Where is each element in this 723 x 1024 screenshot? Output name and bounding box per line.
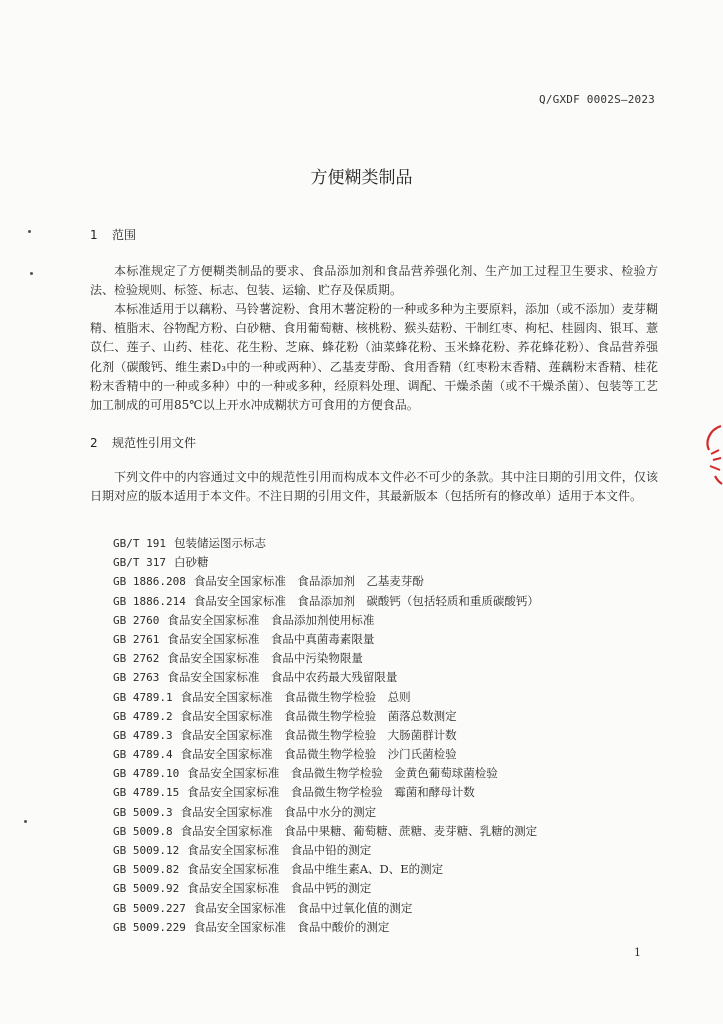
reference-code: GB 4789.10 bbox=[113, 767, 180, 781]
list-item bbox=[113, 841, 539, 860]
scan-speck bbox=[30, 272, 33, 275]
reference-list bbox=[113, 534, 539, 937]
scope-paragraph-1: 本标准规定了方便糊类制品的要求、食品添加剂和食品营养强化剂、生产加工过程卫生要求、检验方法、检验规则、标签、标志、包装、运输、贮存及保质期。 bbox=[90, 264, 658, 298]
reference-code: GB 2760 bbox=[113, 613, 160, 627]
page-number: 1 bbox=[634, 946, 641, 959]
reference-code: GB 5009.3 bbox=[113, 805, 173, 819]
list-item bbox=[113, 860, 539, 879]
list-item bbox=[113, 534, 539, 553]
list-item bbox=[113, 726, 539, 745]
list-item bbox=[113, 803, 539, 822]
section-number: 2 bbox=[90, 436, 98, 450]
list-item bbox=[113, 649, 539, 668]
section-title: 规范性引用文件 bbox=[112, 436, 197, 450]
list-item bbox=[113, 918, 539, 937]
reference-title: 食品安全国家标准 食品微生物学检验 沙门氏菌检验 bbox=[180, 747, 457, 762]
document-title: 方便糊类制品 bbox=[310, 168, 413, 188]
list-item bbox=[113, 879, 539, 898]
reference-title: 食品安全国家标准 食品微生物学检验 总则 bbox=[180, 689, 411, 704]
reference-code: GB/T 191 bbox=[113, 537, 166, 550]
list-item bbox=[113, 611, 539, 630]
reference-title: 食品安全国家标准 食品微生物学检验 金黄色葡萄球菌检验 bbox=[187, 766, 498, 781]
list-item bbox=[113, 822, 539, 841]
list-item bbox=[113, 553, 539, 572]
section-2-heading bbox=[90, 434, 196, 451]
reference-code: GB 5009.12 bbox=[113, 844, 180, 857]
section-number: 1 bbox=[90, 228, 98, 242]
list-item bbox=[113, 783, 539, 802]
list-item bbox=[113, 592, 539, 611]
reference-title: 食品安全国家标准 食品微生物学检验 霉菌和酵母计数 bbox=[187, 785, 475, 800]
reference-code: GB 4789.2 bbox=[113, 709, 173, 723]
reference-title: 白砂糖 bbox=[173, 555, 209, 570]
reference-code: GB 1886.208 bbox=[113, 575, 186, 589]
reference-code: GB 4789.3 bbox=[113, 728, 173, 742]
document-code: Q/GXDF 0002S—2023 bbox=[539, 93, 655, 106]
seal-stamp-icon bbox=[701, 420, 723, 490]
scope-paragraph-2: 本标准适用于以藕粉、马铃薯淀粉、食用木薯淀粉的一种或多种为主要原料，添加（或不添加）麦芽糊精、植脂末、谷物配方粉、白砂糖、食用葡萄糖、核桃粉、猴头菇粉、干制红枣、枸杞、桂圆肉、银耳、薏苡仁、莲子、山药、桂花、花生粉、芝麻、蜂花粉（油菜蜂花粉、玉米蜂花粉、荞花蜂花粉）、食品营养强化剂（碳酸钙、维生素D₃中的一种或两种）、乙基麦芽酚、食用香精（红枣粉末香精、莲藕粉末香精、桂花粉末香精中的一种或多种）中的一种或多种，经原料处理、调配、干燥杀菌（或不干燥杀菌）、包装等工艺加工制成的可用85℃以上开水冲成糊状方可食用的方便食品。 bbox=[90, 302, 658, 413]
list-item bbox=[113, 668, 539, 687]
reference-title: 食品安全国家标准 食品中酸价的测定 bbox=[193, 919, 390, 934]
reference-title: 包装储运图示标志 bbox=[173, 536, 266, 550]
reference-title: 食品安全国家标准 食品添加剂使用标准 bbox=[167, 612, 375, 627]
reference-title: 食品安全国家标准 食品微生物学检验 菌落总数测定 bbox=[180, 708, 457, 723]
reference-title: 食品安全国家标准 食品中过氧化值的测定 bbox=[193, 900, 413, 915]
reference-code: GB 4789.15 bbox=[113, 786, 180, 800]
reference-title: 食品安全国家标准 食品添加剂 乙基麦芽酚 bbox=[193, 574, 424, 589]
list-item bbox=[113, 630, 539, 649]
reference-title: 食品安全国家标准 食品微生物学检验 大肠菌群计数 bbox=[180, 727, 457, 742]
reference-title: 食品安全国家标准 食品中污染物限量 bbox=[167, 651, 363, 666]
reference-title: 食品安全国家标准 食品中水分的测定 bbox=[180, 804, 377, 819]
reference-code: GB 2763 bbox=[113, 671, 160, 685]
list-item bbox=[113, 745, 539, 764]
scan-speck bbox=[24, 820, 27, 823]
scan-speck bbox=[28, 230, 31, 233]
reference-code: GB 2762 bbox=[113, 652, 160, 666]
list-item bbox=[113, 707, 539, 726]
reference-code: GB 5009.8 bbox=[113, 824, 173, 838]
list-item bbox=[113, 572, 539, 591]
reference-code: GB/T 317 bbox=[113, 556, 166, 570]
reference-title: 食品安全国家标准 食品中钙的测定 bbox=[187, 881, 372, 896]
list-item bbox=[113, 899, 539, 918]
reference-code: GB 4789.4 bbox=[113, 748, 173, 762]
reference-code: GB 5009.227 bbox=[113, 901, 186, 915]
reference-title: 食品安全国家标准 食品中维生素A、D、E的测定 bbox=[187, 862, 444, 877]
reference-code: GB 5009.82 bbox=[113, 863, 180, 877]
reference-code: GB 4789.1 bbox=[113, 690, 173, 704]
list-item bbox=[113, 764, 539, 783]
reference-title: 食品安全国家标准 食品中果糖、葡萄糖、蔗糖、麦芽糖、乳糖的测定 bbox=[180, 823, 538, 838]
reference-code: GB 2761 bbox=[113, 632, 160, 646]
reference-title: 食品安全国家标准 食品中铅的测定 bbox=[187, 843, 372, 857]
normative-references-intro: 下列文件中的内容通过文中的规范性引用而构成本文件必不可少的条款。其中注日期的引用文件，仅该日期对应的版本适用于本文件。不注日期的引用文件，其最新版本（包括所有的修改单）适用于本文件。 bbox=[90, 470, 658, 504]
section-1-heading bbox=[90, 226, 136, 243]
reference-title: 食品安全国家标准 食品中真菌毒素限量 bbox=[167, 631, 375, 646]
reference-code: GB 5009.92 bbox=[113, 882, 180, 896]
reference-title: 食品安全国家标准 食品中农药最大残留限量 bbox=[167, 670, 398, 685]
reference-code: GB 5009.229 bbox=[113, 920, 186, 934]
reference-title: 食品安全国家标准 食品添加剂 碳酸钙（包括轻质和重质碳酸钙） bbox=[193, 593, 539, 608]
reference-code: GB 1886.214 bbox=[113, 594, 186, 608]
section-title: 范围 bbox=[112, 228, 137, 242]
list-item bbox=[113, 688, 539, 707]
